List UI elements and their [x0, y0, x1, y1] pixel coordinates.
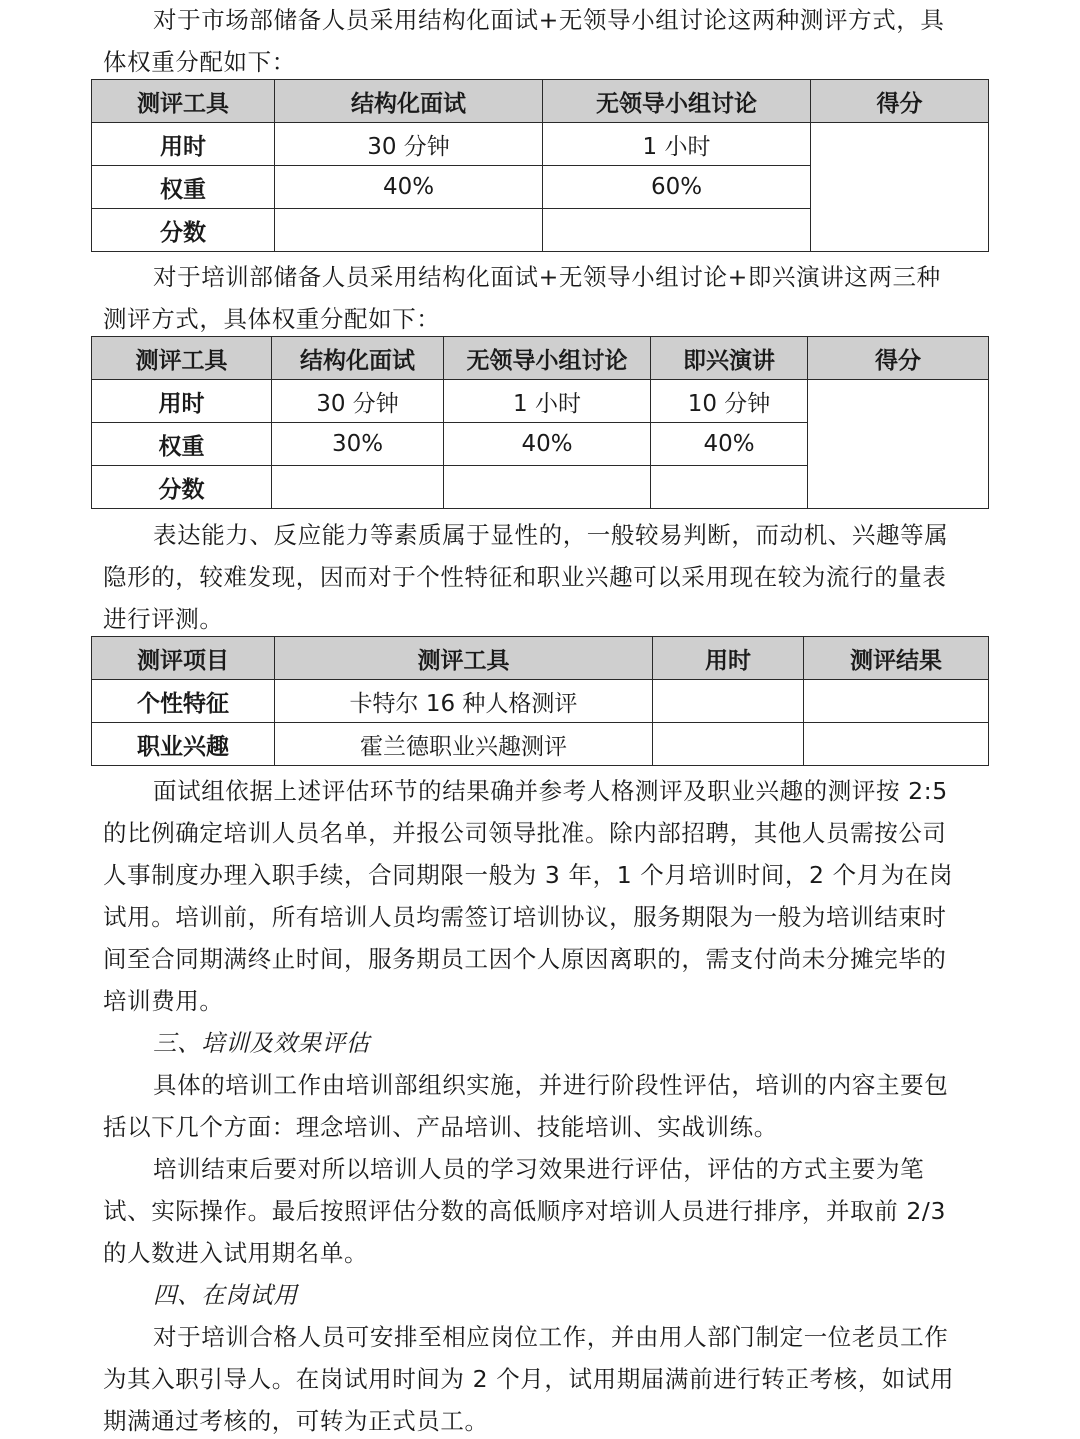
paragraph-line: 隐形的，较难发现，因而对于个性特征和职业兴趣可以采用现在较为流行的量表 — [103, 563, 947, 591]
paragraph-line: 试用。培训前，所有培训人员均需签订培训协议，服务期限为一般为培训结束时 — [103, 903, 947, 931]
table-header: 得分 — [811, 80, 989, 123]
paragraph-line: 试、实际操作。最后按照评估分数的高低顺序对培训人员进行排序，并取前 2/3 — [103, 1197, 946, 1225]
paragraph-line: 括以下几个方面：理念培训、产品培训、技能培训、实战训练。 — [103, 1113, 778, 1141]
table-cell: 30 分钟 — [275, 123, 543, 166]
table-cell — [543, 209, 811, 252]
paragraph-line: 间至合同期满终止时间，服务期员工因个人原因离职的，需支付尚未分摊完毕的 — [103, 945, 947, 973]
table-header: 测评项目 — [92, 637, 275, 680]
paragraph-line: 的人数进入试用期名单。 — [103, 1239, 369, 1267]
paragraph-line: 的比例确定培训人员名单，并报公司领导批准。除内部招聘，其他人员需按公司 — [103, 819, 947, 847]
row-label: 用时 — [92, 380, 272, 423]
table-cell: 60% — [543, 166, 811, 209]
paragraph-line: 人事制度办理入职手续，合同期限一般为 3 年，1 个月培训时间，2 个月为在岗 — [103, 861, 954, 889]
score-cell — [808, 380, 989, 509]
table-header: 无领导小组讨论 — [543, 80, 811, 123]
paragraph-line: 对于市场部储备人员采用结构化面试+无领导小组讨论这两种测评方式，具 — [153, 6, 945, 34]
section-heading: 四、在岗试用 — [153, 1281, 298, 1309]
paragraph-line: 期满通过考核的，可转为正式员工。 — [103, 1407, 489, 1435]
table-cell: 40% — [275, 166, 543, 209]
paragraph-line: 具体的培训工作由培训部组织实施，并进行阶段性评估，培训的内容主要包 — [153, 1071, 949, 1099]
table-cell: 30% — [272, 423, 444, 466]
paragraph-line: 培训结束后要对所以培训人员的学习效果进行评估，评估的方式主要为笔 — [153, 1155, 925, 1183]
row-label: 权重 — [92, 423, 272, 466]
table-cell — [804, 680, 989, 723]
table-cell — [444, 466, 651, 509]
table-header: 测评工具 — [275, 637, 653, 680]
table-cell — [651, 466, 808, 509]
paragraph-line: 进行评测。 — [103, 605, 224, 633]
table-header: 用时 — [653, 637, 804, 680]
table-header: 结构化面试 — [272, 337, 444, 380]
table-cell: 40% — [444, 423, 651, 466]
row-label: 个性特征 — [92, 680, 275, 723]
assessment-table-marketing — [91, 79, 989, 252]
table-header: 测评工具 — [92, 80, 275, 123]
paragraph-line: 体权重分配如下： — [103, 48, 296, 76]
assessment-table-training — [91, 336, 989, 509]
row-label: 分数 — [92, 466, 272, 509]
paragraph-line: 对于培训合格人员可安排至相应岗位工作，并由用人部门制定一位老员工作 — [153, 1323, 949, 1351]
table-cell — [653, 680, 804, 723]
paragraph-line: 培训费用。 — [103, 987, 224, 1015]
table-cell: 40% — [651, 423, 808, 466]
table-cell: 1 小时 — [543, 123, 811, 166]
table-cell: 30 分钟 — [272, 380, 444, 423]
table-cell: 霍兰德职业兴趣测评 — [275, 723, 653, 766]
table-header: 测评结果 — [804, 637, 989, 680]
table-header: 即兴演讲 — [651, 337, 808, 380]
row-label: 用时 — [92, 123, 275, 166]
table-cell: 卡特尔 16 种人格测评 — [275, 680, 653, 723]
paragraph-line: 测评方式，具体权重分配如下： — [103, 305, 441, 333]
table-cell — [275, 209, 543, 252]
table-header: 结构化面试 — [275, 80, 543, 123]
paragraph-line: 面试组依据上述评估环节的结果确并参考人格测评及职业兴趣的测评按 2:5 — [153, 777, 948, 805]
table-header: 无领导小组讨论 — [444, 337, 651, 380]
paragraph-line: 表达能力、反应能力等素质属于显性的，一般较易判断，而动机、兴趣等属 — [153, 521, 949, 549]
personality-assessment-table — [91, 636, 989, 766]
row-label: 权重 — [92, 166, 275, 209]
paragraph-line: 为其入职引导人。在岗试用时间为 2 个月，试用期届满前进行转正考核，如试用 — [103, 1365, 955, 1393]
table-cell: 10 分钟 — [651, 380, 808, 423]
table-header: 测评工具 — [92, 337, 272, 380]
table-cell: 1 小时 — [444, 380, 651, 423]
section-heading: 三、培训及效果评估 — [153, 1029, 370, 1057]
table-header: 得分 — [808, 337, 989, 380]
score-cell — [811, 123, 989, 252]
table-cell — [804, 723, 989, 766]
paragraph-line: 对于培训部储备人员采用结构化面试+无领导小组讨论+即兴演讲这两三种 — [153, 263, 941, 291]
row-label: 分数 — [92, 209, 275, 252]
table-cell — [272, 466, 444, 509]
table-cell — [653, 723, 804, 766]
row-label: 职业兴趣 — [92, 723, 275, 766]
